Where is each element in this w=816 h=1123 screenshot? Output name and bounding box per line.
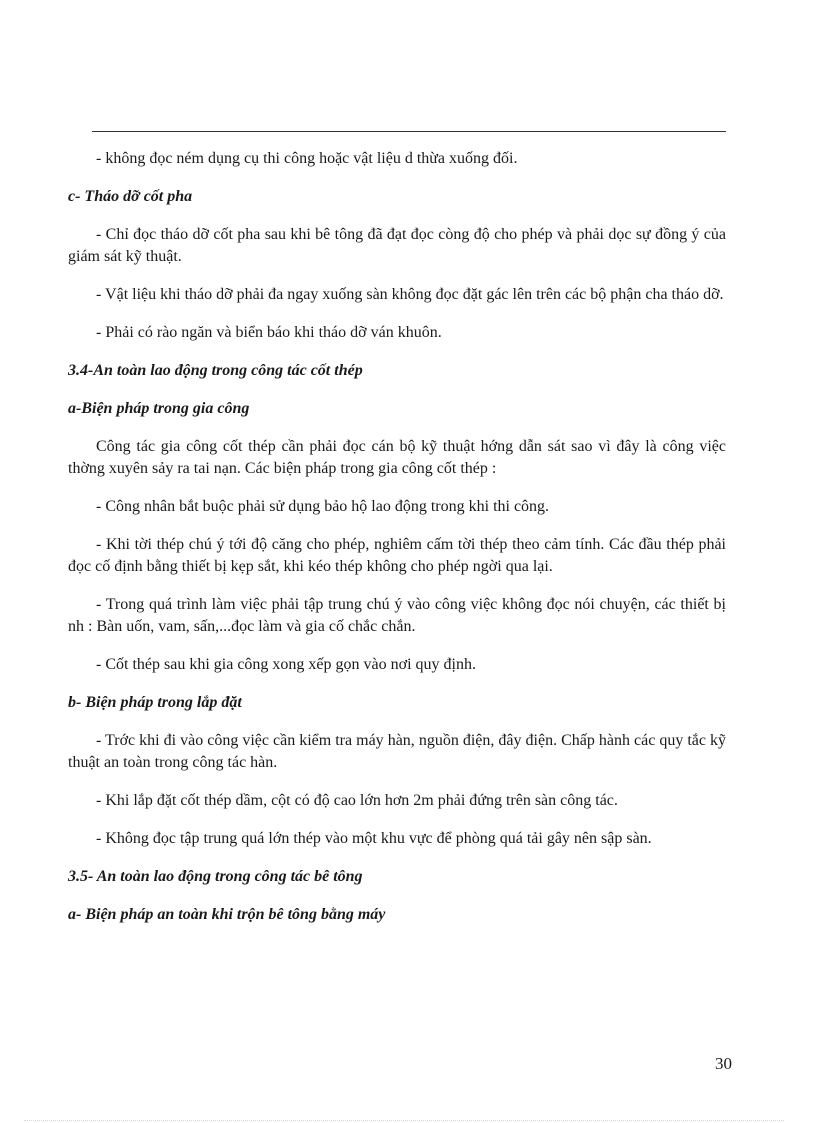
paragraph: - không đọc ném dụng cụ thi công hoặc vật liệu d thừa xuống đối. [96,150,518,167]
document-body [68,148,726,926]
paragraph: - Chỉ đọc tháo dỡ cốt pha sau khi bê tông đã đạt đọc còng độ cho phép và phải dọc sự đồng ý của giám sát kỹ thuật. [68,226,726,265]
page-number: 30 [715,1054,732,1073]
paragraph: - Công nhân bắt buộc phải sử dụng bảo hộ lao động trong khi thi công. [96,498,550,515]
paragraph: - Khi tời thép chú ý tới độ căng cho phép, nghiêm cấm tời thép theo cảm tính. Các đầu thép phải đọc cố định bằng thiết bị kẹp sắt, khi kéo thép không cho phép ngời qua lại. [68,536,726,575]
section-heading: 3.4-An toàn lao động trong công tác cốt thép [68,362,363,379]
footer-divider [24,1120,784,1121]
header-rule [92,131,726,132]
section-heading: 3.5- An toàn lao động trong công tác bê tông [68,868,363,885]
section-heading: a- Biện pháp an toàn khi trộn bê tông bằng máy [68,906,386,923]
paragraph: - Cốt thép sau khi gia công xong xếp gọn vào nơi quy định. [96,656,476,673]
paragraph: - Vật liệu khi tháo dỡ phải đa ngay xuống sàn không đọc đặt gác lên trên các bộ phận cha tháo dỡ. [96,286,724,303]
paragraph: - Trớc khi đi vào công việc cần kiểm tra máy hàn, nguồn điện, đây điện. Chấp hành các quy tắc kỹ thuật an toàn trong công tác hàn. [68,732,726,771]
section-heading: b- Biện pháp trong lắp đặt [68,694,242,711]
paragraph: - Không đọc tập trung quá lớn thép vào một khu vực để phòng quá tải gây nên sập sàn. [96,830,652,847]
paragraph: - Khi lắp đặt cốt thép dầm, cột có độ cao lớn hơn 2m phải đứng trên sàn công tác. [96,792,618,809]
paragraph: - Trong quá trình làm việc phải tập trung chú ý vào công việc không đọc nói chuyện, các thiết bị nh : Bàn uốn, vam, sấn,...đọc làm và gia cố chắc chắn. [68,596,726,635]
section-heading: c- Tháo dỡ cốt pha [68,188,193,205]
paragraph: Công tác gia công cốt thép cần phải đọc cán bộ kỹ thuật hớng dẫn sát sao vì đây là công việc thờng xuyên sảy ra tai nạn. Các biện pháp trong gia công cốt thép : [68,438,726,477]
paragraph: - Phải có rào ngăn và biển báo khi tháo dỡ ván khuôn. [96,324,442,341]
section-heading: a-Biện pháp trong gia công [68,400,250,417]
